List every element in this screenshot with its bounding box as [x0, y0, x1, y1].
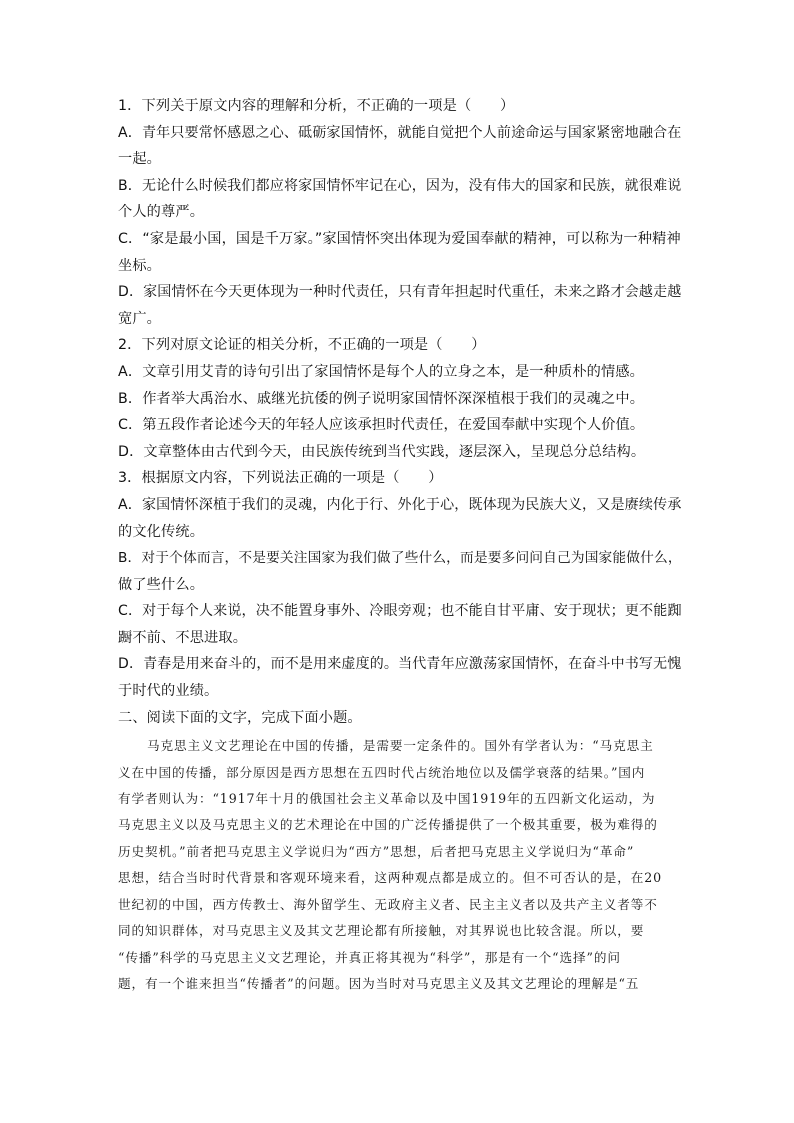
question-1-option-b: B．无论什么时候我们都应将家国情怀牢记在心，因为，没有伟大的国家和民族，就很难说: [118, 177, 682, 194]
passage-line: 题，有一个谁来担当“传播者”的问题。因为当时对马克思主义及其文艺理论的理解是“五: [118, 975, 640, 991]
question-1-stem: 1．下列关于原文内容的理解和分析，不正确的一项是（ ）: [118, 98, 515, 114]
question-3-option-a-cont: 的文化传统。: [118, 523, 205, 540]
question-3-option-b: B．对于个体而言，不是要关注国家为我们做了些什么，而是要多问问自己为国家能做什么，: [118, 550, 682, 567]
question-2-option-a: A．文章引用艾青的诗句引出了家国情怀是每个人的立身之本，是一种质朴的情感。: [118, 363, 645, 380]
question-3-option-a: A．家国情怀深植于我们的灵魂，内化于行、外化于心，既体现为民族大义，又是赓续传承: [118, 496, 682, 513]
question-3-option-c-cont: 蹰不前、不思进取。: [118, 629, 248, 646]
reading-passage: [118, 733, 684, 997]
passage-line: 历史契机。”前者把马克思主义学说归为“西方”思想，后者把马克思主义学说归为“革命”: [118, 843, 635, 859]
question-1-option-b-cont: 个人的尊严。: [118, 204, 205, 221]
passage-line: “传播”科学的马克思主义文艺理论，并真正将其视为“科学”，那是有一个“选择”的问: [118, 949, 621, 965]
question-3-option-d-cont: 于时代的业绩。: [118, 683, 219, 700]
question-2-option-d: D．文章整体由古代到今天，由民族传统到当代实践，逐层深入，呈现总分总结构。: [118, 443, 646, 460]
passage-line: 义在中国的传播，部分原因是西方思想在五四时代占统治地位以及儒学衰落的结果。”国内: [118, 764, 646, 780]
question-section: [118, 93, 684, 731]
question-1-option-a: A．青年只要常怀感恩之心、砥砺家国情怀，就能自觉把个人前途命运与国家紧密地融合在: [118, 124, 682, 141]
question-2-option-c: C．第五段作者论述今天的年轻人应该承担时代责任，在爱国奉献中实现个人价值。: [118, 417, 645, 434]
document-page: [118, 93, 684, 997]
question-2-stem: 2．下列对原文论证的相关分析，不正确的一项是（ ）: [118, 337, 486, 354]
section-two-heading: 二、阅读下面的文字，完成下面小题。: [118, 709, 362, 726]
question-1-option-d-cont: 宽广。: [118, 310, 162, 327]
passage-line: 思想，结合当时时代背景和客观环境来看，这两种观点都是成立的。但不可否认的是，在20: [118, 870, 663, 886]
passage-line: 有学者则认为：“1917年十月的俄国社会主义革命以及中国1919年的五四新文化运动，为: [118, 791, 656, 807]
question-1-option-d: D．家国情怀在今天更体现为一种时代责任，只有青年担起时代重任，未来之路才会越走越: [118, 284, 682, 301]
question-1-option-a-cont: 一起。: [118, 151, 162, 168]
question-1-option-c: C．“家是最小国，国是千万家。”家国情怀突出体现为爱国奉献的精神，可以称为一种精神: [118, 230, 681, 247]
question-2-option-b: B．作者举大禹治水、戚继光抗倭的例子说明家国情怀深深植根于我们的灵魂之中。: [118, 390, 645, 407]
passage-line: 同的知识群体，对马克思主义及其文艺理论都有所接触，对其界说也比较含混。所以，要: [118, 923, 645, 939]
question-3-option-b-cont: 做了些什么。: [118, 576, 205, 593]
passage-line: 世纪初的中国，西方传教士、海外留学生、无政府主义者、民主主义者以及共产主义者等不: [118, 896, 658, 912]
question-3-option-d: D．青春是用来奋斗的，而不是用来虚度的。当代青年应激荡家国情怀，在奋斗中书写无愧: [118, 656, 682, 673]
question-1-option-c-cont: 坐标。: [118, 257, 162, 274]
passage-line: 马克思主义以及马克思主义的艺术理论在中国的广泛传播提供了一个极其重要，极为难得的: [118, 817, 658, 833]
passage-line: 马克思主义文艺理论在中国的传播，是需要一定条件的。国外有学者认为：“马克思主: [147, 738, 654, 754]
question-3-stem: 3．根据原文内容，下列说法正确的一项是（ ）: [118, 470, 443, 487]
question-3-option-c: C．对于每个人来说，决不能置身事外、冷眼旁观；也不能自甘平庸、安于现状；更不能踟: [118, 603, 682, 620]
